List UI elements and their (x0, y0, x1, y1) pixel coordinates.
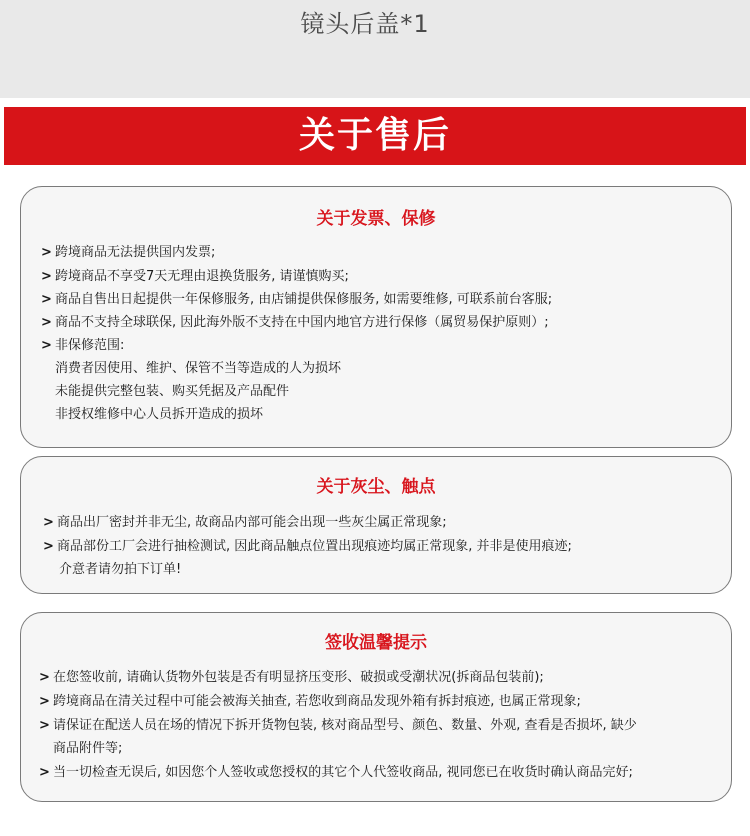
list-continuation: 介意者请勿拍下订单! (59, 562, 182, 577)
list-item: > 跨境商品不享受7天无理由退换货服务, 请谨慎购买; (41, 269, 349, 284)
list-item: > 商品部份工厂会进行抽检测试, 因此商品触点位置出现痕迹均属正常现象, 并非是使用痕迹; (43, 539, 572, 554)
list-item: > 在您签收前, 请确认货物外包装是否有明显挤压变形、破损或受潮状况(拆商品包装前); (39, 670, 544, 685)
list-item: > 商品不支持全球联保, 因此海外版不支持在中国内地官方进行保修（属贸易保护原则）; (41, 315, 549, 330)
delivery-tips-title: 签收温馨提示 (325, 633, 427, 653)
invoice-warranty-card (20, 186, 732, 448)
list-item: > 当一切检查无误后, 如因您个人签收或您授权的其它个人代签收商品, 视同您已在收货时确认商品完好; (39, 765, 633, 780)
dust-contacts-title: 关于灰尘、触点 (316, 477, 436, 497)
list-item: > 非保修范围: (41, 338, 125, 353)
chevron-right-icon: > (41, 315, 52, 330)
list-item: > 跨境商品无法提供国内发票; (41, 245, 216, 260)
chevron-right-icon: > (39, 670, 50, 685)
list-item: > 请保证在配送人员在场的情况下拆开货物包装, 核对商品型号、颜色、数量、外观, 查看是否损坏, 缺少 (39, 718, 637, 733)
chevron-right-icon: > (41, 292, 52, 307)
dust-contacts-card (20, 456, 732, 594)
list-subitem: 未能提供完整包装、购买凭据及产品配件 (55, 384, 290, 399)
chevron-right-icon: > (41, 245, 52, 260)
accessory-caption: 镜头后盖*1 (300, 10, 430, 38)
list-continuation: 商品附件等; (53, 741, 123, 756)
chevron-right-icon: > (39, 765, 50, 780)
banner-title: 关于售后 (298, 115, 451, 156)
list-item: > 商品出厂密封并非无尘, 故商品内部可能会出现一些灰尘属正常现象; (43, 515, 447, 530)
chevron-right-icon: > (41, 269, 52, 284)
list-subitem: 非授权维修中心人员拆开造成的损坏 (55, 407, 264, 422)
chevron-right-icon: > (43, 515, 54, 530)
invoice-warranty-title: 关于发票、保修 (316, 209, 436, 229)
list-subitem: 消费者因使用、维护、保管不当等造成的人为损坏 (55, 361, 342, 376)
chevron-right-icon: > (39, 694, 50, 709)
top-image-strip (0, 0, 750, 98)
chevron-right-icon: > (41, 338, 52, 353)
delivery-tips-card (20, 612, 732, 802)
chevron-right-icon: > (39, 718, 50, 733)
after-sales-banner (4, 107, 746, 165)
chevron-right-icon: > (43, 539, 54, 554)
list-item: > 跨境商品在清关过程中可能会被海关抽查, 若您收到商品发现外箱有拆封痕迹, 也属正常现象; (39, 694, 581, 709)
list-item: > 商品自售出日起提供一年保修服务, 由店铺提供保修服务, 如需要维修, 可联系前台客服; (41, 292, 553, 307)
